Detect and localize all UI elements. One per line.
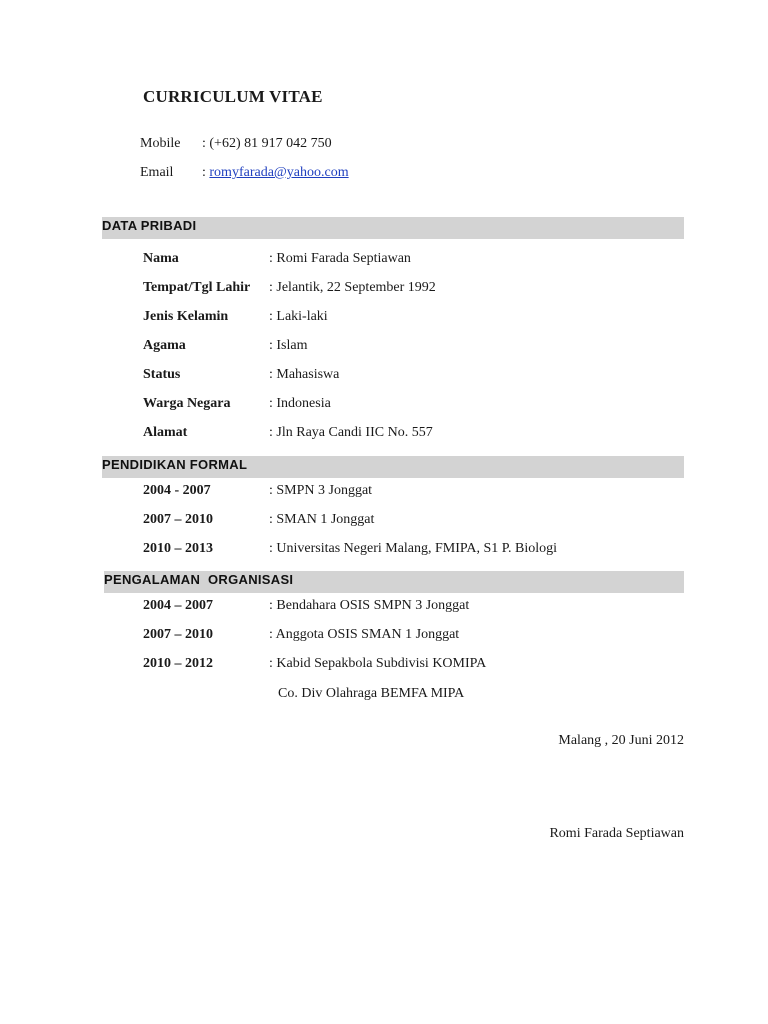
field-value-status: : Mahasiswa	[269, 367, 340, 382]
section-header-pengalaman-organisasi	[104, 571, 684, 593]
organization-role: : Anggota OSIS SMAN 1 Jonggat	[269, 627, 460, 642]
field-value-tempat-tgl-lahir: : Jelantik, 22 September 1992	[269, 280, 436, 295]
organization-role-continuation: Co. Div Olahraga BEMFA MIPA	[278, 686, 465, 701]
field-label-warga-negara: Warga Negara	[143, 396, 231, 411]
field-value-jenis-kelamin: : Laki-laki	[269, 309, 328, 324]
section-header-pendidikan-formal	[102, 456, 684, 478]
education-period: 2004 - 2007	[143, 483, 211, 498]
mobile-label: Mobile	[140, 136, 181, 151]
email-prefix: :	[202, 165, 210, 180]
email-link[interactable]: romyfarada@yahoo.com	[209, 165, 349, 180]
field-label-status: Status	[143, 367, 181, 382]
field-label-jenis-kelamin: Jenis Kelamin	[143, 309, 229, 324]
organization-role: : Bendahara OSIS SMPN 3 Jonggat	[269, 598, 470, 613]
section-header-data-pribadi	[102, 217, 684, 239]
field-value-nama: : Romi Farada Septiawan	[269, 251, 411, 266]
organization-period: 2007 – 2010	[143, 627, 213, 642]
education-period: 2010 – 2013	[143, 541, 213, 556]
mobile-value: : (+62) 81 917 042 750	[202, 136, 332, 151]
organization-role: : Kabid Sepakbola Subdivisi KOMIPA	[269, 656, 487, 671]
field-label-nama: Nama	[143, 251, 179, 266]
organization-period: 2004 – 2007	[143, 598, 213, 613]
field-value-alamat: : Jln Raya Candi IIC No. 557	[269, 425, 433, 440]
email-row	[202, 165, 349, 181]
section-title: PENGALAMAN ORGANISASI	[104, 572, 294, 587]
education-period: 2007 – 2010	[143, 512, 213, 527]
field-label-tempat-tgl-lahir: Tempat/Tgl Lahir	[143, 280, 251, 295]
field-value-agama: : Islam	[269, 338, 308, 353]
education-school: : SMPN 3 Jonggat	[269, 483, 373, 498]
field-value-warga-negara: : Indonesia	[269, 396, 331, 411]
education-school: : SMAN 1 Jonggat	[269, 512, 375, 527]
field-label-agama: Agama	[143, 338, 186, 353]
organization-period: 2010 – 2012	[143, 656, 213, 671]
signature-name: Romi Farada Septiawan	[549, 826, 684, 841]
document-title: CURRICULUM VITAE	[143, 87, 323, 106]
email-label: Email	[140, 165, 174, 180]
section-title: DATA PRIBADI	[102, 218, 197, 233]
education-school: : Universitas Negeri Malang, FMIPA, S1 P. Biologi	[269, 541, 558, 556]
field-label-alamat: Alamat	[143, 425, 188, 440]
section-title: PENDIDIKAN FORMAL	[102, 457, 248, 472]
place-date: Malang , 20 Juni 2012	[558, 733, 684, 748]
